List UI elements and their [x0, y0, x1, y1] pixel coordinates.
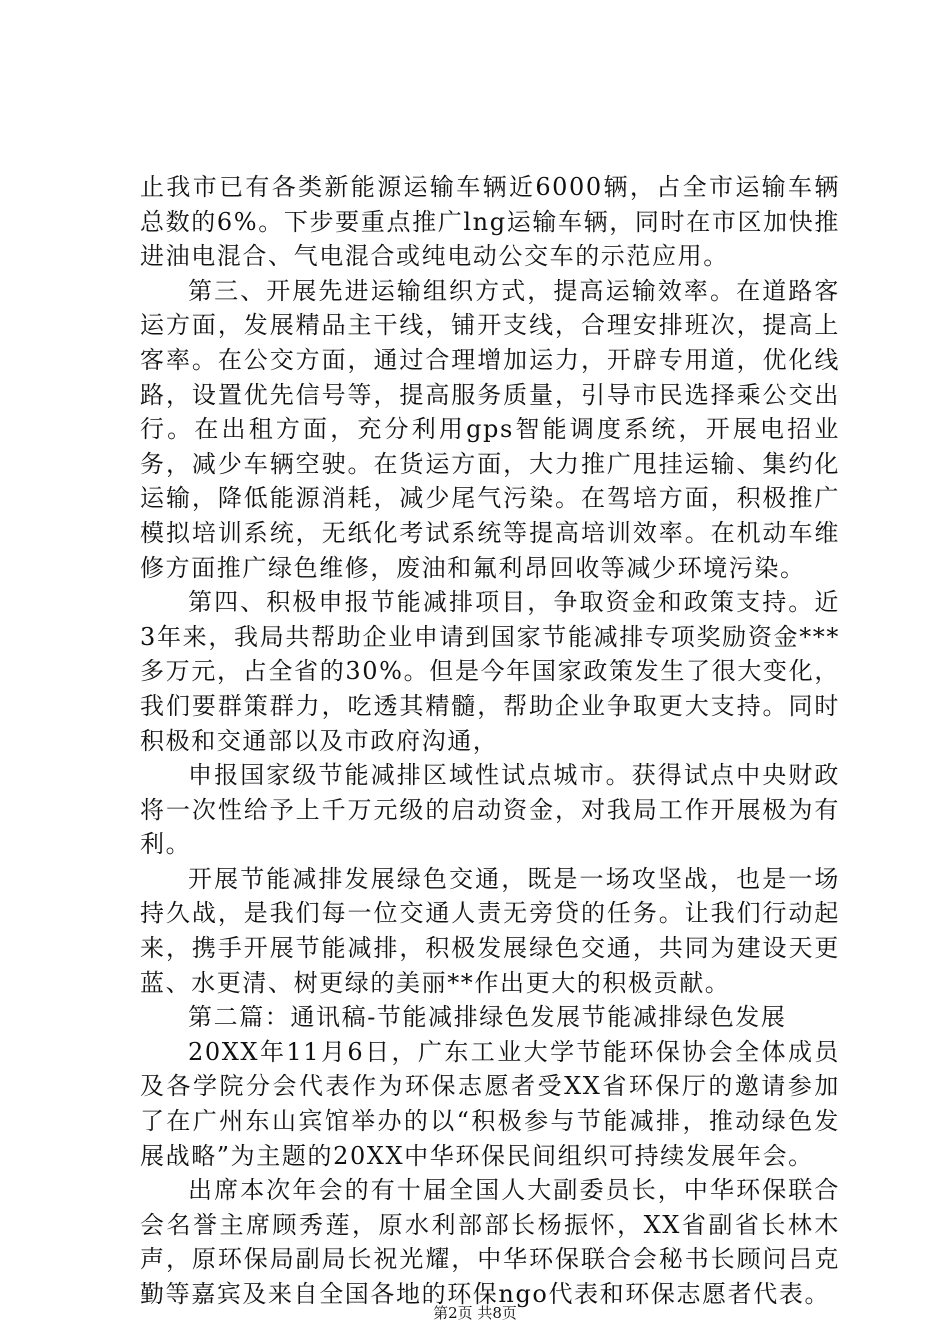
section-heading: 第二篇：通讯稿-节能减排绿色发展节能减排绿色发展: [188, 1003, 787, 1032]
paragraph-8: 出席本次年会的有十届全国人大副委员长，中华环保联合会名誉主席顾秀莲，原水利部部长杨振怀，XX省副省长林木声，原环保局副局长祝光耀，中华环保联合会秘书长顾问吕克勤等嘉宾及来自全国各地的环保ngo代表和环保志愿者代表。: [140, 1176, 840, 1308]
paragraph-2: 第三、开展先进运输组织方式，提高运输效率。在道路客运方面，发展精品主干线，铺开支线，合理安排班次，提高上客率。在公交方面，通过合理增加运力，开辟专用道，优化线路，设置优先信号等，提高服务质量，引导市民选择乘公交出行。在出租方面，充分利用gps智能调度系统，开展电招业务，减少车辆空驶。在货运方面，大力推广甩挂运输、集约化运输，降低能源消耗，减少尾气污染。在驾培方面，积极推广模拟培训系统，无纸化考试系统等提高培训效率。在机动车维修方面推广绿色维修，废油和氟利昂回收等减少环境污染。: [140, 276, 840, 582]
paragraph-3: 第四、积极申报节能减排项目，争取资金和政策支持。近3年来，我局共帮助企业申请到国家节能减排专项奖励资金***多万元，占全省的30%。但是今年国家政策发生了很大变化，我们要群策群力，吃透其精髓，帮助企业争取更大支持。同时积极和交通部以及市政府沟通，: [140, 588, 840, 755]
paragraph-4: 申报国家级节能减排区域性试点城市。获得试点中央财政将一次性给予上千万元级的启动资金，对我局工作开展极为有利。: [140, 761, 840, 859]
paragraph-1: 止我市已有各类新能源运输车辆近6000辆，占全市运输车辆总数的6%。下步要重点推广lng运输车辆，同时在市区加快推进油电混合、气电混合或纯电动公交车的示范应用。: [140, 173, 840, 271]
document-body: [140, 170, 840, 1312]
paragraph-5: 开展节能减排发展绿色交通，既是一场攻坚战，也是一场持久战，是我们每一位交通人责无旁贷的任务。让我们行动起来，携手开展节能减排，积极发展绿色交通，共同为建设天更蓝、水更清、树更绿的美丽**作出更大的积极贡献。: [140, 864, 840, 997]
page-number-footer: 第2页 共8页: [433, 1304, 517, 1322]
paragraph-7: 20XX年11月6日，广东工业大学节能环保协会全体成员及各学院分会代表作为环保志愿者受XX省环保厅的邀请参加了在广州东山宾馆举办的以“积极参与节能减排，推动绿色发展战略”为主题的20XX中华环保民间组织可持续发展年会。: [140, 1037, 840, 1170]
